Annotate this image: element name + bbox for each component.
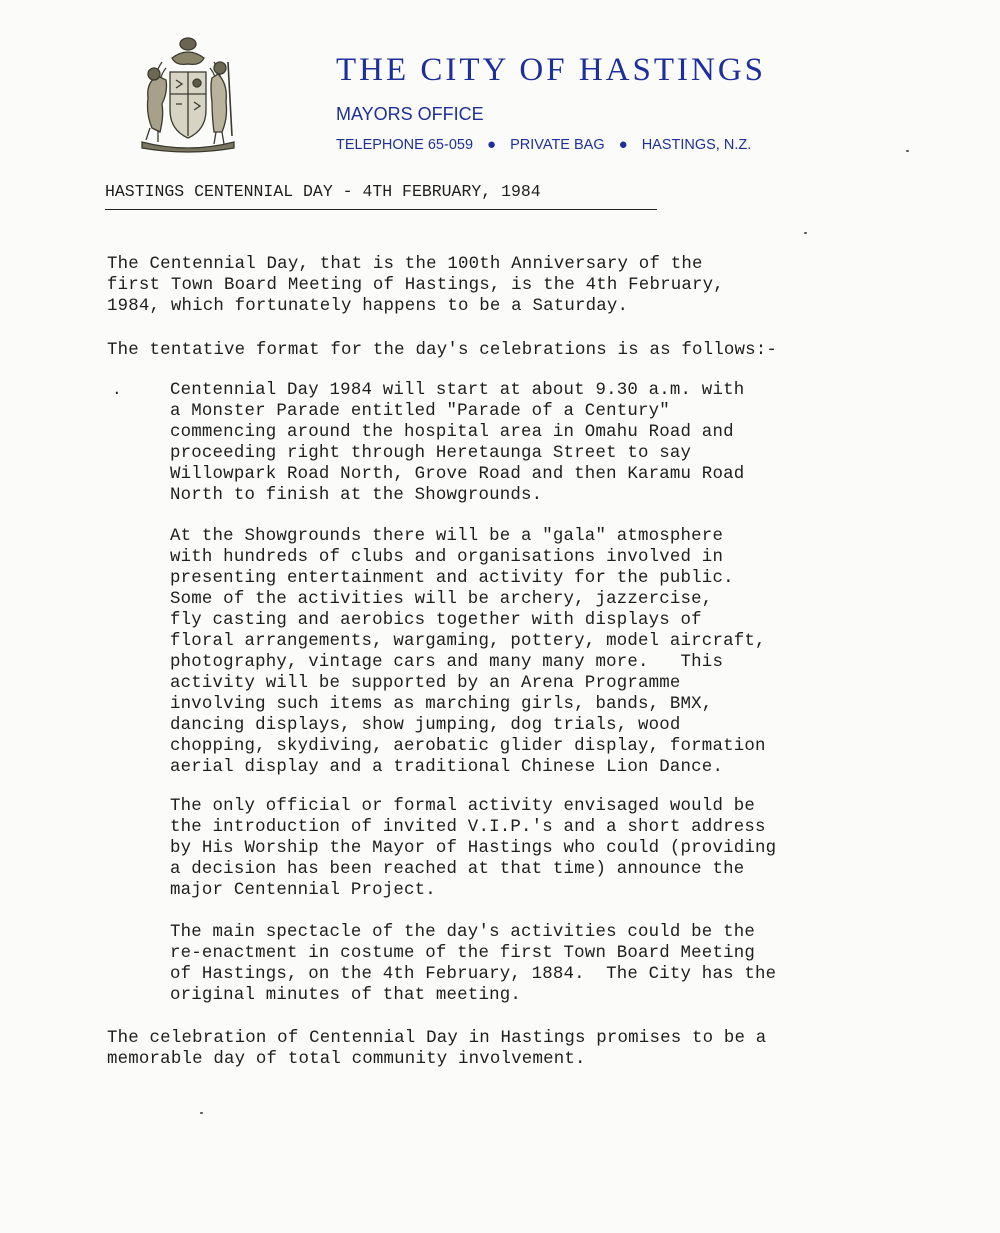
telephone: TELEPHONE 65-059: [336, 137, 474, 153]
bullet-separator-icon: ●: [618, 136, 628, 153]
location: HASTINGS, N.Z.: [641, 137, 752, 153]
letterhead-title: THE CITY OF HASTINGS: [336, 52, 767, 88]
intro-paragraph: The Centennial Day, that is the 100th Anniversary of the first Town Board Meeting of Hastings, is the 4th February, 1984, which fortunately happens to be a Saturday.: [107, 255, 724, 316]
format-intro: The tentative format for the day's celebrations is as follows:-: [107, 341, 778, 360]
letterhead-office: MAYORS OFFICE: [336, 104, 484, 124]
paper-speck: [804, 232, 807, 234]
private-bag: PRIVATE BAG: [510, 137, 605, 153]
paper-speck: [200, 1112, 203, 1114]
official-paragraph: The only official or formal activity envisaged would be the introduction of invited V.I.P.'s and a short address by His Worship the Mayor of Hastings who could (providing a decision has been reached at that time) announce the major Centennial Project.: [170, 797, 777, 900]
coat-of-arms-icon: [132, 32, 244, 154]
bullet-mark-icon: ·: [112, 384, 122, 402]
spectacle-paragraph: The main spectacle of the day's activities could be the re-enactment in costume of the first Town Board Meeting of Hastings, on the 4th February, 1884. The City has the original minutes of that meeting.: [170, 923, 777, 1005]
bullet-separator-icon: ●: [487, 136, 497, 153]
paper-speck: [906, 150, 909, 152]
letterhead-contact: [336, 136, 751, 153]
document-heading: HASTINGS CENTENNIAL DAY - 4TH FEBRUARY, 1984: [105, 182, 657, 210]
parade-paragraph: Centennial Day 1984 will start at about 9.30 a.m. with a Monster Parade entitled "Parade of a Century" commencing around the hospital area in Omahu Road and proceeding right through Heretaunga Street to say Willowpark Road North, Grove Road and then Karamu Road North to finish at the Showgrounds.: [170, 381, 745, 505]
closing-paragraph: The celebration of Centennial Day in Hastings promises to be a memorable day of total community involvement.: [107, 1029, 767, 1069]
showgrounds-paragraph: At the Showgrounds there will be a "gala" atmosphere with hundreds of clubs and organisations involved in presenting entertainment and activity for the public. Some of the activities will be archery, jazzercise, fly casting and aerobics together with displays of floral arrangements, wargaming, pottery, model aircraft, photography, vintage cars and many many more. This activity will be supported by an Arena Programme involving such items as marching girls, bands, BMX, dancing displays, show jumping, dog trials, wood chopping, skydiving, aerobatic glider display, formation aerial display and a traditional Chinese Lion Dance.: [170, 527, 766, 777]
